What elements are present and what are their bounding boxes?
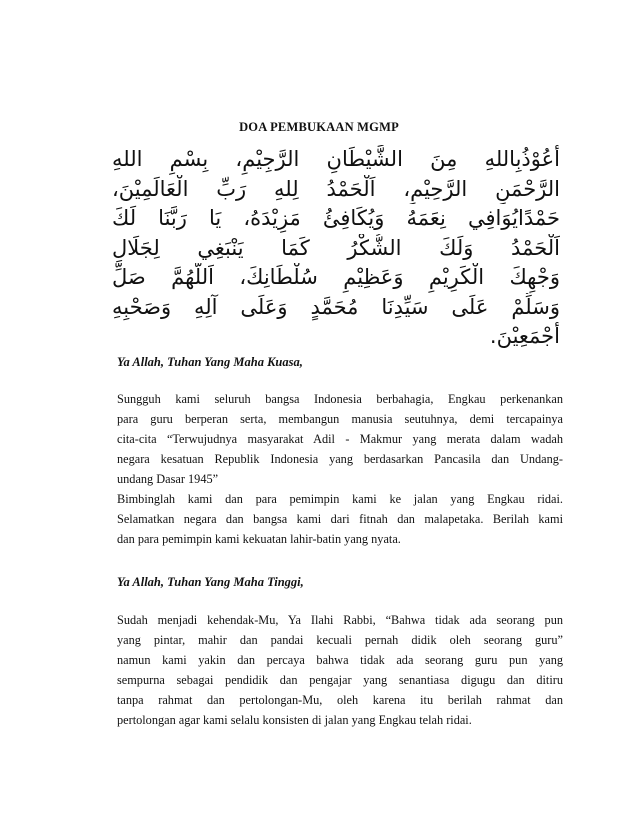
arabic-line-3: حَمْدًايُوَافِي نِعَمَهُ وَيُكَافِئُ مَزِيْدَهُ، يَا رَبَّنَا لَكَ bbox=[112, 206, 560, 230]
arabic-line-2: الرَّحْمَنِ الرَّحِيْمِ، اَلْحَمْدُ لِلهِ رَبِّ الْعَالَمِيْنَ، bbox=[112, 176, 560, 201]
paragraph-3-line: Sudah menjadi kehendak-Mu, Ya Ilahi Rabbi, “Bahwa tidak ada seorang pun bbox=[117, 613, 563, 627]
heading-maha-kuasa: Ya Allah, Tuhan Yang Maha Kuasa, bbox=[117, 355, 303, 369]
paragraph-3 bbox=[117, 610, 563, 730]
paragraph-1-line: para guru berperan serta, membangun manusia seutuhnya, demi tercapainya bbox=[117, 412, 563, 426]
arabic-prayer bbox=[112, 145, 560, 352]
paragraph-3-line: tanpa rahmat dan pertolongan-Mu, oleh karena itu berilah rahmat dan bbox=[117, 693, 563, 707]
paragraph-2 bbox=[117, 489, 563, 549]
arabic-line-7: أَجْمَعِيْنَ. bbox=[489, 324, 560, 348]
arabic-line-4: اَلْحَمْدُ وَلَكَ الشُّكْرُ كَمَا يَنْبَغِي لِجَلَالِ bbox=[112, 235, 560, 260]
arabic-line-1: أَعُوْذُبِاللهِ مِنَ الشَّيْطَانِ الرَّجِيْمِ، بِسْمِ اللهِ bbox=[112, 147, 560, 171]
arabic-line-5: وَجْهِكَ الْكَرِيْمِ وَعَظِيْمِ سُلْطَانِكَ، اَللَّهُمَّ صَلِّ bbox=[112, 265, 560, 289]
paragraph-3-line: sempurna sebagai pendidik dan pengajar yang senantiasa digugu dan ditiru bbox=[117, 673, 563, 687]
paragraph-3-line: namun kami yakin dan percaya bahwa tidak ada seorang guru pun yang bbox=[117, 653, 563, 667]
paragraph-1 bbox=[117, 389, 563, 489]
heading-maha-tinggi: Ya Allah, Tuhan Yang Maha Tinggi, bbox=[117, 575, 304, 589]
arabic-line-6: وَسَلِّمْ عَلَى سَيِّدِنَا مُحَمَّدٍ وَعَلَى آلِهِ وَصَحْبِهِ bbox=[112, 294, 560, 319]
paragraph-2-line: dan para pemimpin kami kekuatan lahir-batin yang nyata. bbox=[117, 532, 401, 546]
paragraph-3-line: pertolongan agar kami selalu konsisten di jalan yang Engkau telah ridai. bbox=[117, 713, 472, 727]
paragraph-2-line: Bimbinglah kami dan para pemimpin kami ke jalan yang Engkau ridai. bbox=[117, 492, 563, 506]
document-title: DOA PEMBUKAAN MGMP bbox=[239, 120, 399, 134]
paragraph-3-line: yang pintar, mahir dan pandai kecuali pernah didik oleh seorang guru” bbox=[117, 633, 563, 647]
paragraph-1-line: Sungguh kami seluruh bangsa Indonesia berbahagia, Engkau perkenankan bbox=[117, 392, 563, 406]
paragraph-1-line: negara kesatuan Republik Indonesia yang berdasarkan Pancasila dan Undang- bbox=[117, 452, 563, 466]
paragraph-2-line: Selamatkan negara dan bangsa kami dari fitnah dan malapetaka. Berilah kami bbox=[117, 512, 563, 526]
paragraph-1-line: cita-cita “Terwujudnya masyarakat Adil - Makmur yang merata dalam wadah bbox=[117, 432, 563, 446]
paragraph-1-line: undang Dasar 1945” bbox=[117, 472, 219, 486]
